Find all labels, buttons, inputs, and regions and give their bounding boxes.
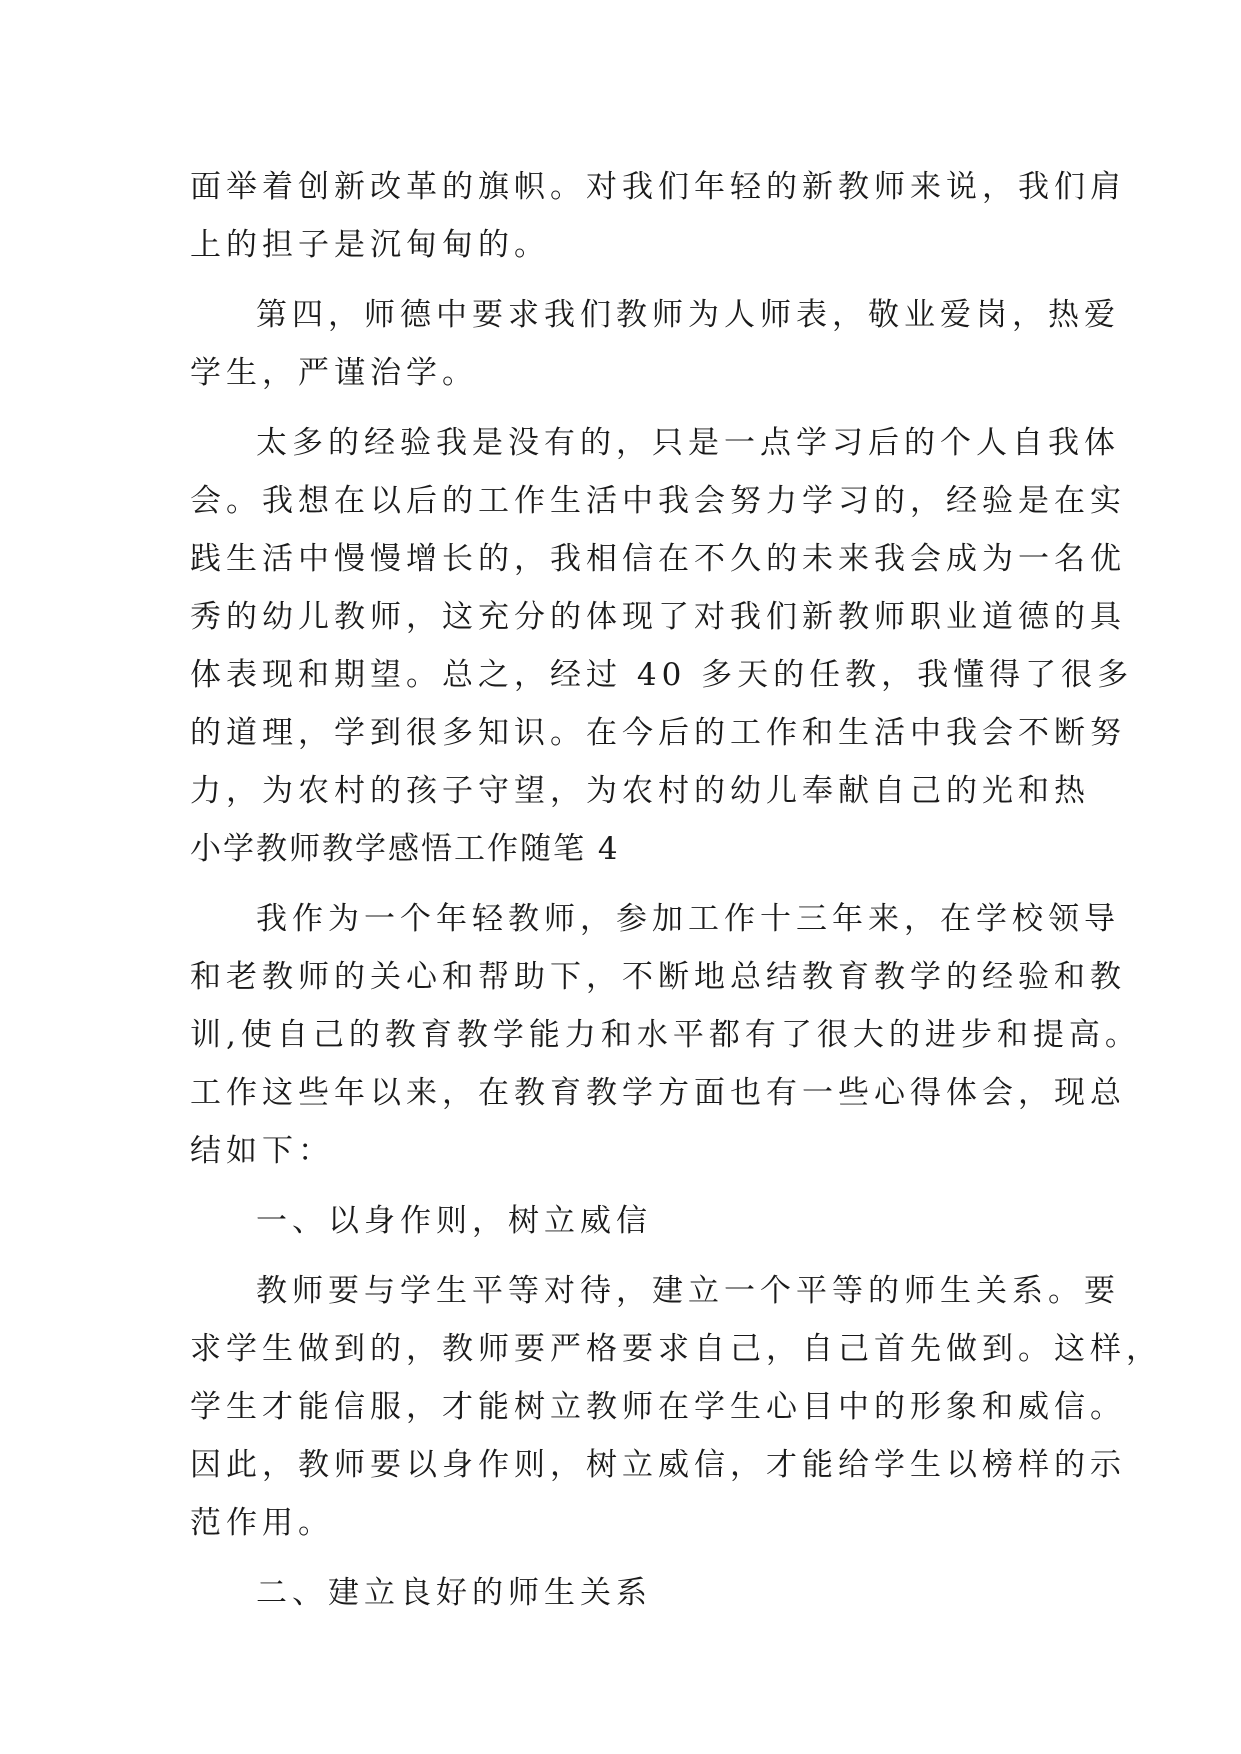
paragraph-line: 工作这些年以来，在教育教学方面也有一些心得体会，现总 — [190, 1075, 1126, 1111]
paragraph-line: 力，为农村的孩子守望，为农村的幼儿奉献自己的光和热 — [190, 773, 1090, 809]
paragraph-line: 会。我想在以后的工作生活中我会努力学习的，经验是在实 — [190, 483, 1126, 519]
section-heading: 二、建立良好的师生关系 — [256, 1575, 652, 1611]
document-body — [190, 158, 1162, 1622]
paragraph-line: 面举着创新改革的旗帜。对我们年轻的新教师来说，我们肩 — [190, 169, 1126, 205]
paragraph-line: 结如下： — [190, 1133, 334, 1169]
paragraph-line: 践生活中慢慢增长的，我相信在不久的未来我会成为一名优 — [190, 541, 1126, 577]
paragraph-line: 教师要与学生平等对待，建立一个平等的师生关系。要 — [256, 1273, 1120, 1309]
paragraph-line: 因此，教师要以身作则，树立威信，才能给学生以榜样的示 — [190, 1447, 1126, 1483]
paragraph-line: 范作用。 — [190, 1505, 334, 1541]
paragraph-line: 的道理，学到很多知识。在今后的工作和生活中我会不断努 — [190, 715, 1126, 751]
paragraph-line: 训,使自己的教育教学能力和水平都有了很大的进步和提高。 — [190, 1017, 1141, 1053]
paragraph-line: 我作为一个年轻教师，参加工作十三年来，在学校领导 — [256, 901, 1120, 937]
paragraph-line: 上的担子是沉甸甸的。 — [190, 227, 550, 263]
section-heading: 一、以身作则，树立威信 — [256, 1203, 652, 1239]
paragraph-line: 和老教师的关心和帮助下，不断地总结教育教学的经验和教 — [190, 959, 1126, 995]
paragraph-line: 体表现和期望。总之，经过 40 多天的任教，我懂得了很多 — [190, 657, 1134, 693]
paragraph-line: 秀的幼儿教师，这充分的体现了对我们新教师职业道德的具 — [190, 599, 1126, 635]
paragraph-line: 第四，师德中要求我们教师为人师表，敬业爱岗，热爱 — [256, 297, 1120, 333]
paragraph-line: 求学生做到的，教师要严格要求自己，自己首先做到。这样， — [190, 1331, 1162, 1367]
section-title: 小学教师教学感悟工作随笔 4 — [190, 831, 620, 867]
paragraph-line: 太多的经验我是没有的，只是一点学习后的个人自我体 — [256, 425, 1120, 461]
paragraph-line: 学生才能信服，才能树立教师在学生心目中的形象和威信。 — [190, 1389, 1126, 1425]
paragraph-line: 学生，严谨治学。 — [190, 355, 478, 391]
